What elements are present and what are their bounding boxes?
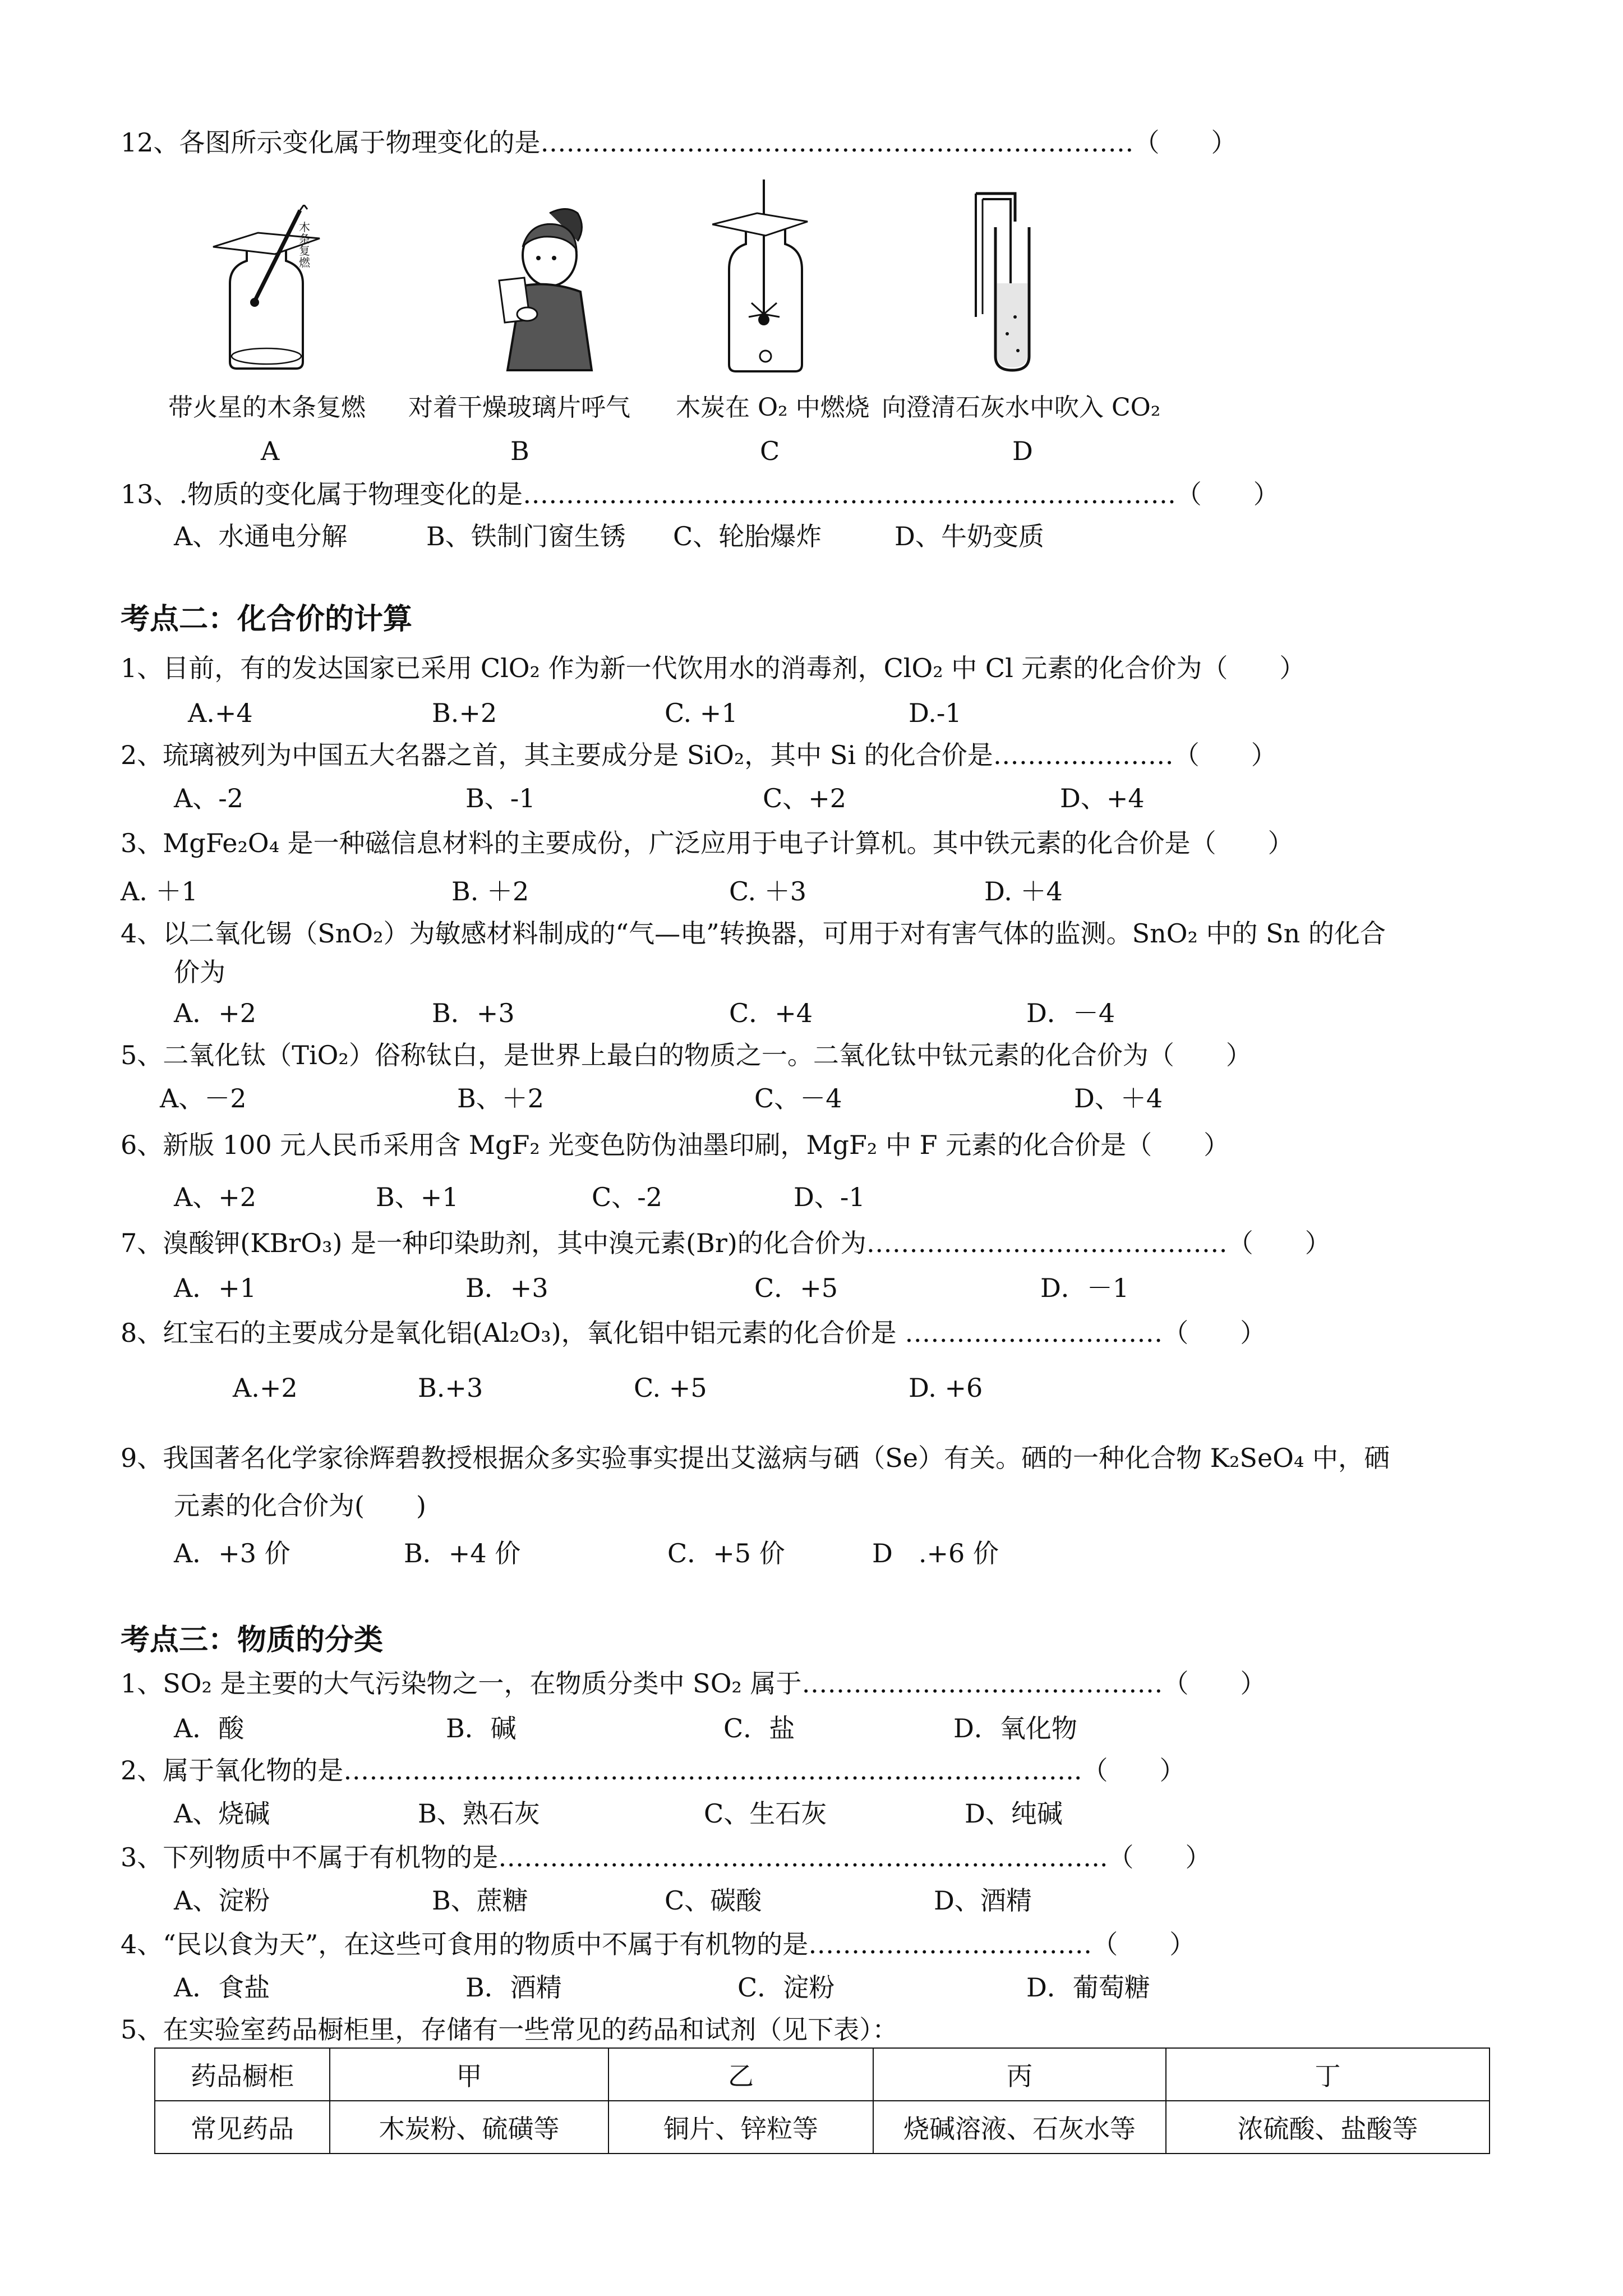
table-cell: 丙: [873, 2048, 1166, 2101]
splint-note: 木条复燃: [299, 220, 310, 269]
table-cell: 乙: [608, 2048, 873, 2101]
s3-q3-option-b: B、蔗糖: [432, 1885, 528, 1916]
s3-q2-option-b: B、熟石灰: [418, 1798, 540, 1829]
letter-a: A: [261, 436, 280, 466]
s2-q6-option-d: D、-1: [794, 1182, 865, 1212]
table-header-row: [155, 2048, 1490, 2101]
s3-q3-option-c: C、碳酸: [665, 1885, 762, 1916]
s3-q4-option-a: A．食盐: [174, 1972, 270, 2003]
s3-q2-option-a: A、烧碱: [174, 1798, 270, 1829]
s2-q1-option-a: A.+4: [188, 698, 253, 728]
s2-q5-option-a: A、－2: [160, 1083, 247, 1114]
table-cell: 常见药品: [155, 2101, 330, 2154]
s3-q3-option-d: D、酒精: [934, 1885, 1032, 1916]
s2-q1-option-b: B.+2: [432, 698, 497, 728]
table-cell: 铜片、锌粒等: [608, 2101, 873, 2154]
s2-q9-option-d: D .+6 价: [872, 1538, 999, 1568]
table-cell: 浓硫酸、盐酸等: [1166, 2101, 1490, 2154]
s2-q5-stem: 5、二氧化钛（TiO₂）俗称钛白，是世界上最白的物质之一。二氧化钛中钛元素的化合价为（ ）: [121, 1040, 1252, 1070]
s2-q7-option-a: A．+1: [174, 1273, 257, 1303]
s3-q3-option-a: A、淀粉: [174, 1885, 270, 1916]
q13-option-b: B、铁制门窗生锈: [426, 521, 626, 551]
s2-q6-option-a: A、+2: [174, 1182, 257, 1212]
s3-q4-option-b: B．酒精: [465, 1972, 562, 2003]
s3-q1-option-d: D．氧化物: [953, 1713, 1077, 1743]
s2-q1-option-d: D.-1: [909, 698, 962, 728]
s2-q5-option-b: B、＋2: [457, 1083, 545, 1114]
s3-q2-stem: 2、属于氧化物的是…………………………………………………………………………..（ ）: [121, 1755, 1186, 1786]
s3-q4-stem: 4、“民以食为天”，在这些可食用的物质中不属于有机物的是……………………………（ ）: [121, 1929, 1196, 1959]
s2-q7-option-c: C．+5: [754, 1273, 838, 1303]
q13-option-d: D、牛奶变质: [895, 521, 1044, 551]
s2-q3-option-c: C. ＋3: [729, 876, 807, 907]
s2-q8-stem: 8、红宝石的主要成分是氧化铝(Al₂O₃)，氧化铝中铝元素的化合价是 …………………………（ ）: [121, 1318, 1266, 1348]
s2-q9-option-c: C．+5 价: [667, 1538, 785, 1568]
s2-q9-stem-cont: 元素的化合价为( ): [174, 1490, 426, 1521]
table-cell: 烧碱溶液、石灰水等: [873, 2101, 1166, 2154]
s2-q1-stem: 1、目前，有的发达国家已采用 ClO₂ 作为新一代饮用水的消毒剂，ClO₂ 中 Cl 元素的化合价为（ ）: [121, 653, 1306, 683]
q12-stem: 12、各图所示变化属于物理变化的是……………………………………………………………（ ）: [121, 127, 1237, 158]
s2-q4-option-a: A．+2: [174, 998, 257, 1028]
s2-q8-option-c: C. +5: [634, 1373, 707, 1403]
s2-q2-option-a: A、-2: [174, 783, 244, 813]
s2-q5-option-d: D、＋4: [1074, 1083, 1163, 1114]
section3-title: 考点三：物质的分类: [121, 1623, 384, 1657]
s3-q4-option-c: C．淀粉: [737, 1972, 835, 2003]
caption-a: 带火星的木条复燃: [168, 393, 366, 422]
s2-q5-option-c: C、－4: [754, 1083, 842, 1114]
s2-q8-option-a: A.+2: [233, 1373, 298, 1403]
s3-q1-stem: 1、SO₂ 是主要的大气污染物之一，在物质分类中 SO₂ 属于……………………………………（ ）: [121, 1668, 1266, 1699]
s3-q5-stem: 5、在实验室药品橱柜里，存储有一些常见的药品和试剂（见下表）：: [121, 2014, 898, 2045]
table-row: [155, 2101, 1490, 2154]
letter-c: C: [760, 436, 780, 466]
s2-q7-option-b: B．+3: [465, 1273, 548, 1303]
s2-q6-option-b: B、+1: [376, 1182, 459, 1212]
letter-d: D: [1012, 436, 1033, 466]
s3-q3-stem: 3、下列物质中不属于有机物的是……………………………………………………………..（ ）: [121, 1842, 1211, 1872]
s3-q4-option-d: D．葡萄糖: [1026, 1972, 1150, 2003]
q13-option-c: C、轮胎爆炸: [673, 521, 822, 551]
s2-q7-option-d: D．－1: [1040, 1273, 1129, 1303]
s2-q6-option-c: C、-2: [592, 1182, 663, 1212]
table-cell: 甲: [330, 2048, 608, 2101]
q13-stem: 13、.物质的变化属于物理变化的是………………………………………………………………….（ ）: [121, 479, 1279, 509]
section2-title: 考点二：化合价的计算: [121, 602, 413, 636]
s2-q9-option-b: B．+4 价: [404, 1538, 521, 1568]
table-cell: 木炭粉、硫磺等: [330, 2101, 608, 2154]
s2-q9-option-a: A．+3 价: [174, 1538, 291, 1568]
s2-q3-option-a: A. ＋1: [121, 876, 198, 907]
s2-q4-option-c: C．+4: [729, 998, 813, 1028]
s3-q2-option-d: D、纯碱: [965, 1798, 1063, 1829]
s2-q2-option-b: B、-1: [465, 783, 536, 813]
jar-charcoal-icon: [712, 180, 824, 376]
s2-q6-stem: 6、新版 100 元人民币采用含 MgF₂ 光变色防伪油墨印刷，MgF₂ 中 F 元素的化合价是（ ）: [121, 1130, 1230, 1160]
table-cell: 丁: [1166, 2048, 1490, 2101]
caption-b: 对着干燥玻璃片呼气: [408, 393, 630, 422]
letter-b: B: [510, 436, 529, 466]
s3-q1-option-c: C．盐: [723, 1713, 795, 1743]
s3-q1-option-a: A．酸: [174, 1713, 245, 1743]
table-cell: 药品橱柜: [155, 2048, 330, 2101]
caption-d: 向澄清石灰水中吹入 CO₂: [882, 393, 1161, 422]
s2-q3-option-b: B. ＋2: [451, 876, 529, 907]
medicine-cabinet-table: [154, 2047, 1490, 2154]
s2-q3-stem: 3、MgFe₂O₄ 是一种磁信息材料的主要成份，广泛应用于电子计算机。其中铁元素的化合价是（ ）: [121, 828, 1294, 858]
s2-q4-option-d: D．－4: [1026, 998, 1115, 1028]
s3-q2-option-c: C、生石灰: [704, 1798, 827, 1829]
caption-c: 木炭在 O₂ 中燃烧: [676, 393, 870, 422]
s2-q2-stem: 2、琉璃被列为中国五大名器之首，其主要成分是 SiO₂，其中 Si 的化合价是…………………（ ）: [121, 740, 1277, 770]
s2-q8-option-b: B.+3: [418, 1373, 483, 1403]
test-tube-icon: [970, 188, 1054, 373]
s2-q2-option-d: D、+4: [1060, 783, 1145, 813]
s2-q4-stem: 4、以二氧化锡（SnO₂）为敏感材料制成的“气—电”转换器，可用于对有害气体的监测。SnO₂ 中的 Sn 的化合: [121, 918, 1386, 949]
jar-splint-icon: [208, 205, 342, 373]
girl-breathing-icon: [482, 202, 617, 376]
s2-q3-option-d: D. ＋4: [984, 876, 1063, 907]
s2-q9-stem: 9、我国著名化学家徐辉碧教授根据众多实验事实提出艾滋病与硒（Se）有关。硒的一种化合物 K₂SeO₄ 中，硒: [121, 1443, 1390, 1473]
s2-q2-option-c: C、+2: [763, 783, 847, 813]
s2-q4-option-b: B．+3: [432, 998, 515, 1028]
s2-q4-stem-cont: 价为: [174, 957, 225, 987]
s2-q7-stem: 7、溴酸钾(KBrO₃) 是一种印染助剂，其中溴元素(Br)的化合价为……………………………………（ ）: [121, 1228, 1331, 1258]
q13-option-a: A、水通电分解: [174, 521, 348, 551]
s2-q8-option-d: D. +6: [909, 1373, 983, 1403]
s2-q1-option-c: C. +1: [665, 698, 738, 728]
s3-q1-option-b: B．碱: [446, 1713, 517, 1743]
